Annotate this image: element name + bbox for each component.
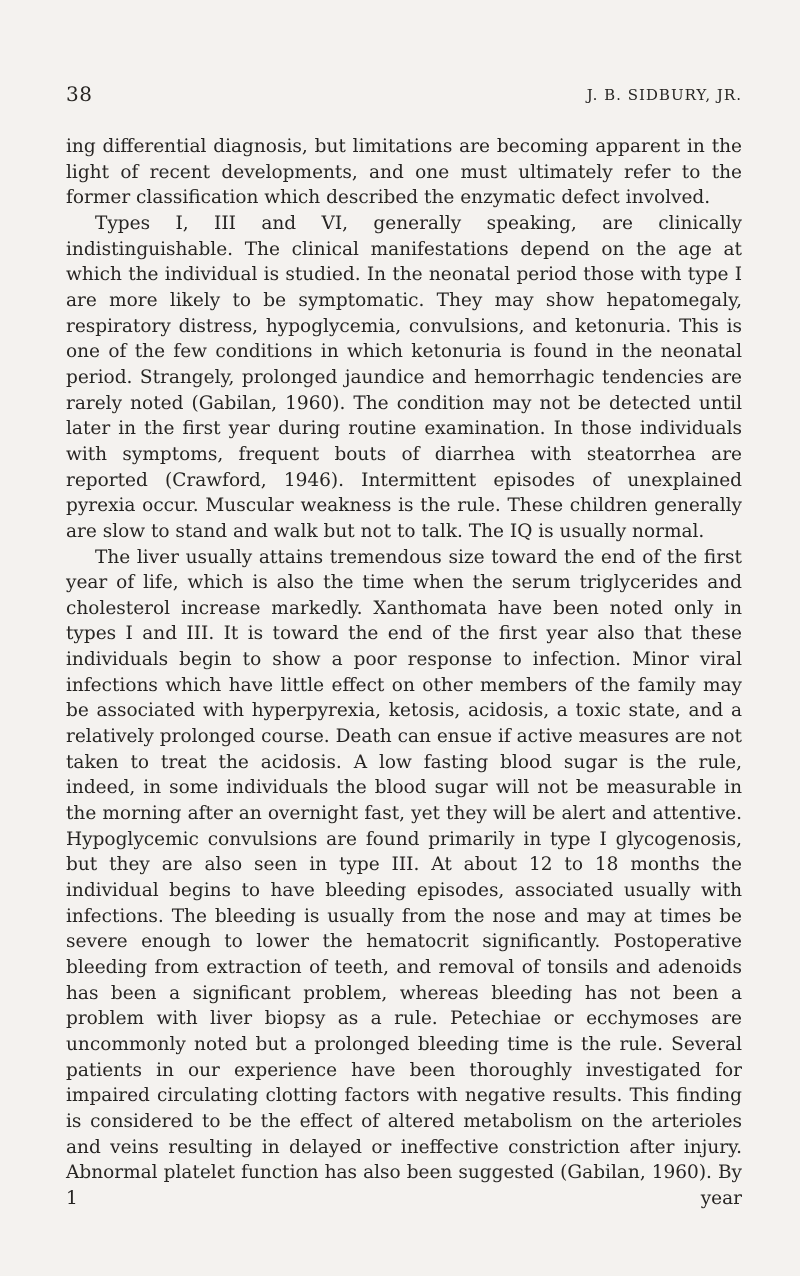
body-text bbox=[66, 134, 742, 1212]
paragraph-continued: ing differential diagnosis, but limitations are becoming apparent in the light of recent developments, and one must ultimately refer to the former classification which described the enzymatic defect involved. bbox=[66, 136, 742, 209]
page-number: 38 bbox=[66, 82, 93, 106]
running-title: J. B. SIDBURY, JR. bbox=[586, 86, 742, 104]
paragraph-clinical-types: Types I, III and VI, generally speaking, are clinically indistinguishable. The clinical manifestations depend on the age at which the individual is studied. In the neonatal period those with type I are more likely to be symptomatic. They may show hepatomegaly, respiratory distress, hypoglycemia, convulsions, and ketonuria. This is one of the few conditions in which ketonuria is found in the neonatal period. Strangely, prolonged jaundice and hemorrhagic tendencies are rarely noted (Gabilan, 1960). The condition may not be detected until later in the first year during routine examination. In those individuals with symptoms, frequent bouts of diarrhea with steatorrhea are reported (Crawford, 1946). Intermittent episodes of unexplained pyrexia occur. Muscular weakness is the rule. These children generally are slow to stand and walk but not to talk. The IQ is usually normal. bbox=[66, 212, 742, 542]
paragraph-liver-size: The liver usually attains tremendous size toward the end of the first year of life, which is also the time when the serum triglycerides and cholesterol increase markedly. Xanthomata have been noted only in types I and III. It is toward the end of the first year also that these individuals begin to show a poor response to infection. Minor viral infections which have little effect on other members of the family may be associated with hyperpyrexia, ketosis, acidosis, a toxic state, and a relatively prolonged course. Death can ensue if active measures are not taken to treat the acidosis. A low fasting blood sugar is the rule, indeed, in some individuals the blood sugar will not be measurable in the morning after an overnight fast, yet they will be alert and attentive. Hypoglycemic convulsions are found primarily in type I glycogenosis, but they are also seen in type III. At about 12 to 18 months the individual begins to have bleeding episodes, associated usually with infections. The bleeding is usually from the nose and may at times be severe enough to lower the hematocrit significantly. Postoperative bleeding from extraction of teeth, and removal of tonsils and adenoids has been a significant problem, whereas bleeding has not been a problem with liver biopsy as a rule. Petechiae or ecchymoses are uncommonly noted but a prolonged bleeding time is the rule. Several patients in our experience have been thoroughly investigated for impaired circulating clotting factors with negative results. This finding is considered to be the effect of altered metabolism on the arterioles and veins resulting in delayed or ineffective constriction after injury. Abnormal platelet function has also been suggested (Gabilan, 1960). By 1 year bbox=[66, 546, 742, 1209]
running-head bbox=[66, 82, 742, 112]
